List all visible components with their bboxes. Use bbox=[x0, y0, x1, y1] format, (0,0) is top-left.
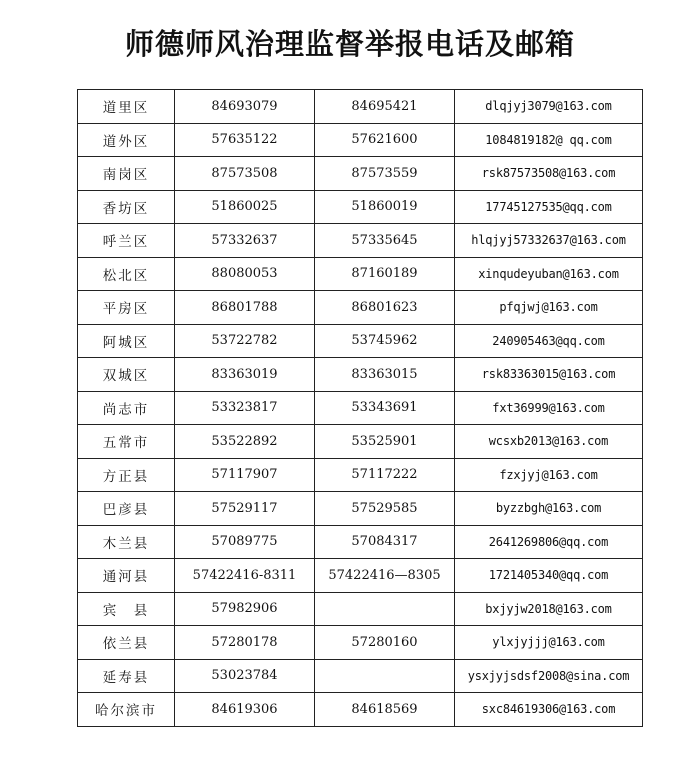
email-cell: 240905463@qq.com bbox=[455, 324, 643, 358]
phone-primary-cell: 57117907 bbox=[175, 458, 315, 492]
table-row bbox=[78, 190, 643, 224]
table-row bbox=[78, 626, 643, 660]
phone-primary-cell: 84693079 bbox=[175, 90, 315, 124]
phone-secondary-cell bbox=[315, 592, 455, 626]
phone-primary-cell: 51860025 bbox=[175, 190, 315, 224]
table-row bbox=[78, 291, 643, 325]
phone-secondary-cell: 83363015 bbox=[315, 358, 455, 392]
phone-secondary-cell: 57529585 bbox=[315, 492, 455, 526]
table-row bbox=[78, 693, 643, 727]
table-row bbox=[78, 224, 643, 258]
district-cell: 依兰县 bbox=[78, 626, 175, 660]
email-cell: hlqjyj57332637@163.com bbox=[455, 224, 643, 258]
phone-secondary-cell: 87160189 bbox=[315, 257, 455, 291]
email-cell: xinqudeyuban@163.com bbox=[455, 257, 643, 291]
table-row bbox=[78, 157, 643, 191]
table-row bbox=[78, 559, 643, 593]
phone-secondary-cell bbox=[315, 659, 455, 693]
district-cell: 南岗区 bbox=[78, 157, 175, 191]
phone-primary-cell: 57982906 bbox=[175, 592, 315, 626]
table-row bbox=[78, 358, 643, 392]
email-cell: 17745127535@qq.com bbox=[455, 190, 643, 224]
phone-primary-cell: 84619306 bbox=[175, 693, 315, 727]
email-cell: sxc84619306@163.com bbox=[455, 693, 643, 727]
district-cell: 尚志市 bbox=[78, 391, 175, 425]
district-cell: 延寿县 bbox=[78, 659, 175, 693]
table-row bbox=[78, 90, 643, 124]
district-cell: 道里区 bbox=[78, 90, 175, 124]
district-cell: 木兰县 bbox=[78, 525, 175, 559]
table-row bbox=[78, 123, 643, 157]
email-cell: 2641269806@qq.com bbox=[455, 525, 643, 559]
email-cell: ylxjyjjj@163.com bbox=[455, 626, 643, 660]
email-cell: rsk83363015@163.com bbox=[455, 358, 643, 392]
table-row bbox=[78, 592, 643, 626]
phone-primary-cell: 57635122 bbox=[175, 123, 315, 157]
contact-table bbox=[77, 89, 643, 727]
district-cell: 道外区 bbox=[78, 123, 175, 157]
phone-secondary-cell: 57335645 bbox=[315, 224, 455, 258]
phone-primary-cell: 86801788 bbox=[175, 291, 315, 325]
email-cell: bxjyjw2018@163.com bbox=[455, 592, 643, 626]
phone-secondary-cell: 57084317 bbox=[315, 525, 455, 559]
phone-secondary-cell: 51860019 bbox=[315, 190, 455, 224]
district-cell: 五常市 bbox=[78, 425, 175, 459]
table-row bbox=[78, 425, 643, 459]
phone-secondary-cell: 53745962 bbox=[315, 324, 455, 358]
table-row bbox=[78, 391, 643, 425]
district-cell: 通河县 bbox=[78, 559, 175, 593]
district-cell: 松北区 bbox=[78, 257, 175, 291]
phone-primary-cell: 57529117 bbox=[175, 492, 315, 526]
phone-secondary-cell: 84618569 bbox=[315, 693, 455, 727]
phone-primary-cell: 53023784 bbox=[175, 659, 315, 693]
phone-secondary-cell: 57280160 bbox=[315, 626, 455, 660]
email-cell: byzzbgh@163.com bbox=[455, 492, 643, 526]
phone-secondary-cell: 57117222 bbox=[315, 458, 455, 492]
table-row bbox=[78, 492, 643, 526]
phone-primary-cell: 53522892 bbox=[175, 425, 315, 459]
phone-primary-cell: 57422416-8311 bbox=[175, 559, 315, 593]
table-row bbox=[78, 525, 643, 559]
email-cell: fxt36999@163.com bbox=[455, 391, 643, 425]
district-cell: 宾 县 bbox=[78, 592, 175, 626]
phone-secondary-cell: 53525901 bbox=[315, 425, 455, 459]
email-cell: dlqjyj3079@163.com bbox=[455, 90, 643, 124]
phone-primary-cell: 57280178 bbox=[175, 626, 315, 660]
phone-primary-cell: 87573508 bbox=[175, 157, 315, 191]
email-cell: rsk87573508@163.com bbox=[455, 157, 643, 191]
phone-secondary-cell: 57422416—8305 bbox=[315, 559, 455, 593]
page-title: 师德师风治理监督举报电话及邮箱 bbox=[124, 27, 575, 61]
table-row bbox=[78, 659, 643, 693]
email-cell: fzxjyj@163.com bbox=[455, 458, 643, 492]
table-body bbox=[78, 90, 643, 727]
email-cell: pfqjwj@163.com bbox=[455, 291, 643, 325]
district-cell: 双城区 bbox=[78, 358, 175, 392]
email-cell: 1721405340@qq.com bbox=[455, 559, 643, 593]
table-row bbox=[78, 458, 643, 492]
phone-secondary-cell: 84695421 bbox=[315, 90, 455, 124]
district-cell: 阿城区 bbox=[78, 324, 175, 358]
phone-secondary-cell: 86801623 bbox=[315, 291, 455, 325]
phone-primary-cell: 57332637 bbox=[175, 224, 315, 258]
email-cell: wcsxb2013@163.com bbox=[455, 425, 643, 459]
district-cell: 方正县 bbox=[78, 458, 175, 492]
district-cell: 哈尔滨市 bbox=[78, 693, 175, 727]
phone-primary-cell: 57089775 bbox=[175, 525, 315, 559]
phone-primary-cell: 83363019 bbox=[175, 358, 315, 392]
phone-primary-cell: 53722782 bbox=[175, 324, 315, 358]
district-cell: 呼兰区 bbox=[78, 224, 175, 258]
district-cell: 香坊区 bbox=[78, 190, 175, 224]
phone-primary-cell: 88080053 bbox=[175, 257, 315, 291]
district-cell: 平房区 bbox=[78, 291, 175, 325]
table-row bbox=[78, 324, 643, 358]
phone-secondary-cell: 57621600 bbox=[315, 123, 455, 157]
phone-primary-cell: 53323817 bbox=[175, 391, 315, 425]
phone-secondary-cell: 53343691 bbox=[315, 391, 455, 425]
phone-secondary-cell: 87573559 bbox=[315, 157, 455, 191]
district-cell: 巴彦县 bbox=[78, 492, 175, 526]
email-cell: ysxjyjsdsf2008@sina.com bbox=[455, 659, 643, 693]
email-cell: 1084819182@ qq.com bbox=[455, 123, 643, 157]
table-row bbox=[78, 257, 643, 291]
